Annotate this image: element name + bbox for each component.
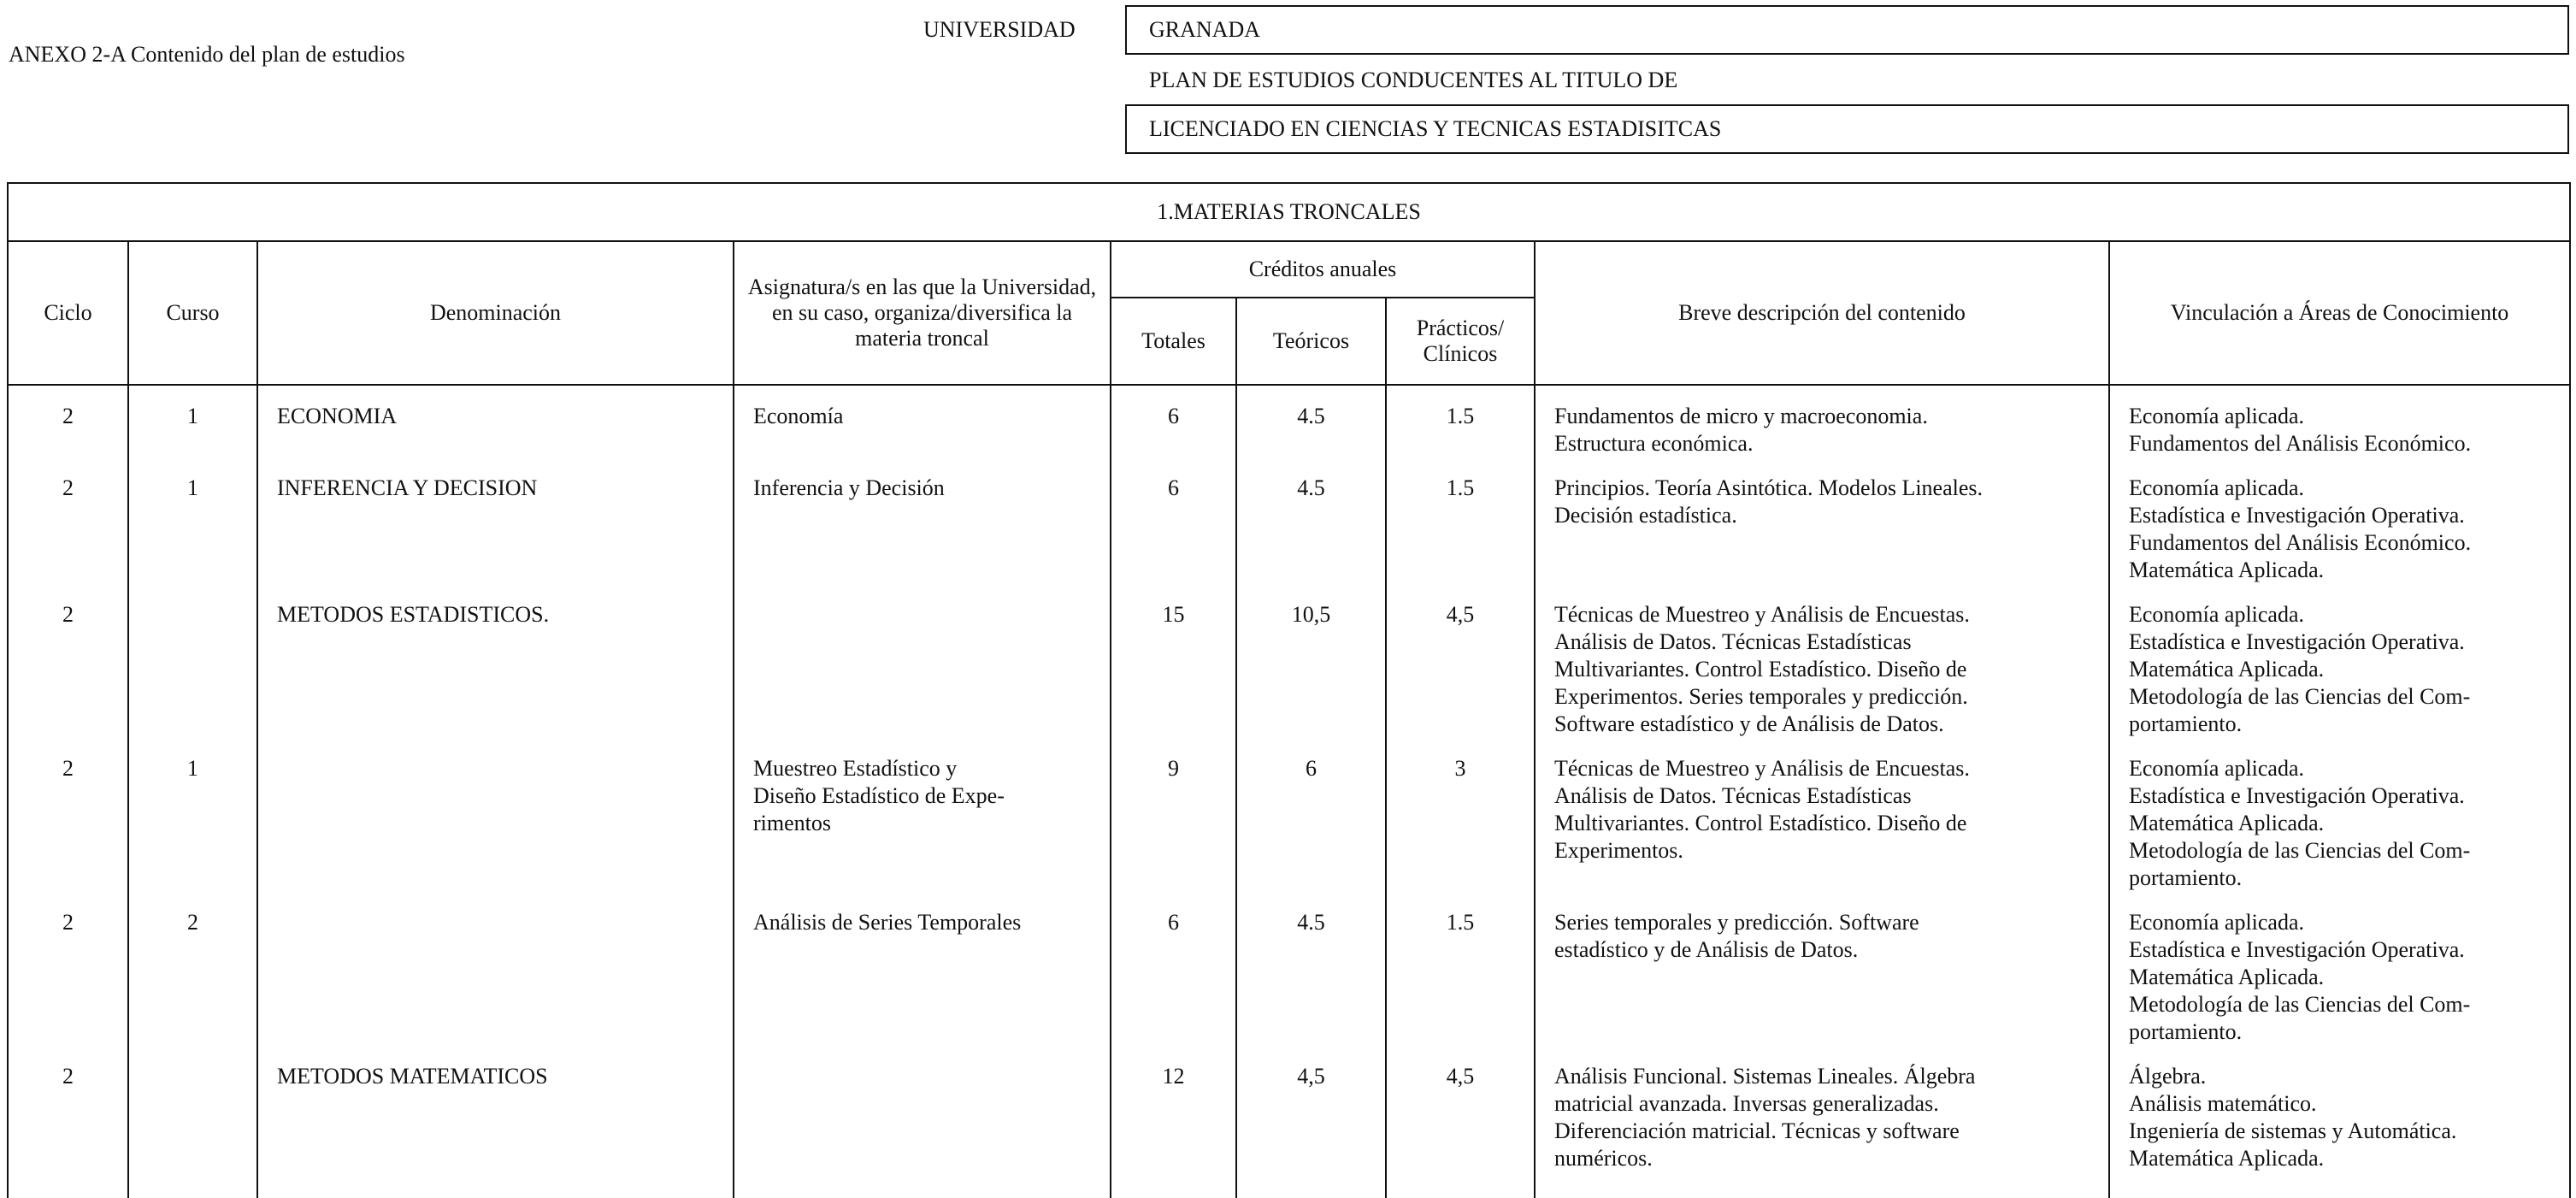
cell-asignatura: Muestreo Estadístico y Diseño Estadístico de Expe- rimentos <box>734 738 1111 892</box>
cell-vinculacion: Economía aplicada. Estadística e Investigación Operativa. Fundamentos del Análisis Económico. Matemática Aplicada. <box>2109 457 2570 584</box>
cell-ciclo: 2 <box>8 892 128 1046</box>
table-row <box>8 892 2570 1046</box>
table-row <box>8 738 2570 892</box>
cell-vinculacion: Economía aplicada. Estadística e Investigación Operativa. Matemática Aplicada. Metodología de las Ciencias del Com- portamiento. <box>2109 738 2570 892</box>
cell-denominacion: METODOS MATEMATICOS <box>257 1046 734 1198</box>
cell-descripcion: Técnicas de Muestreo y Análisis de Encuestas. Análisis de Datos. Técnicas Estadísticas Multivariantes. Control Estadístico. Diseño de Experimentos. Series temporales y predicción. Software estadístico y de Análisis de Datos. <box>1535 584 2109 738</box>
titulo-value: LICENCIADO EN CIENCIAS Y TECNICAS ESTADISITCAS <box>1149 116 1722 141</box>
materias-table <box>7 182 2571 1198</box>
cell-vinculacion: Álgebra. Análisis matemático. Ingeniería de sistemas y Automática. Matemática Aplicada. <box>2109 1046 2570 1198</box>
section-title: 1.MATERIAS TRONCALES <box>8 183 2570 241</box>
cell-practicos: 1.5 <box>1386 892 1535 1046</box>
cell-curso <box>128 584 257 738</box>
cell-ciclo: 2 <box>8 385 128 457</box>
cell-teoricos: 10,5 <box>1236 584 1386 738</box>
cell-totales: 9 <box>1111 738 1236 892</box>
cell-practicos: 3 <box>1386 738 1535 892</box>
cell-teoricos: 4.5 <box>1236 457 1386 584</box>
cell-asignatura: Economía <box>734 385 1111 457</box>
header-descripcion: Breve descripción del contenido <box>1535 241 2109 385</box>
header-curso: Curso <box>128 241 257 385</box>
cell-denominacion: METODOS ESTADISTICOS. <box>257 584 734 738</box>
cell-descripcion: Análisis Funcional. Sistemas Lineales. Álgebra matricial avanzada. Inversas generalizadas. Diferenciación matricial. Técnicas y software numéricos. <box>1535 1046 2109 1198</box>
universidad-label: UNIVERSIDAD <box>923 17 1076 42</box>
cell-ciclo: 2 <box>8 738 128 892</box>
cell-teoricos: 4.5 <box>1236 385 1386 457</box>
cell-asignatura <box>734 584 1111 738</box>
cell-descripcion: Series temporales y predicción. Software estadístico y de Análisis de Datos. <box>1535 892 2109 1046</box>
cell-totales: 6 <box>1111 892 1236 1046</box>
cell-ciclo: 2 <box>8 1046 128 1198</box>
cell-ciclo: 2 <box>8 584 128 738</box>
cell-curso: 1 <box>128 385 257 457</box>
cell-practicos: 1.5 <box>1386 457 1535 584</box>
cell-denominacion: ECONOMIA <box>257 385 734 457</box>
cell-totales: 12 <box>1111 1046 1236 1198</box>
cell-practicos: 1.5 <box>1386 385 1535 457</box>
cell-asignatura <box>734 1046 1111 1198</box>
cell-vinculacion: Economía aplicada. Fundamentos del Análisis Económico. <box>2109 385 2570 457</box>
cell-curso <box>128 1046 257 1198</box>
header-totales: Totales <box>1111 298 1236 385</box>
cell-denominacion <box>257 738 734 892</box>
cell-practicos: 4,5 <box>1386 584 1535 738</box>
cell-vinculacion: Economía aplicada. Estadística e Investigación Operativa. Matemática Aplicada. Metodología de las Ciencias del Com- portamiento. <box>2109 584 2570 738</box>
table-row <box>8 584 2570 738</box>
table-row <box>8 457 2570 584</box>
cell-descripcion: Técnicas de Muestreo y Análisis de Encuestas. Análisis de Datos. Técnicas Estadísticas Multivariantes. Control Estadístico. Diseño de Experimentos. <box>1535 738 2109 892</box>
header-creditos: Créditos anuales <box>1111 241 1535 298</box>
header-teoricos: Teóricos <box>1236 298 1386 385</box>
cell-totales: 15 <box>1111 584 1236 738</box>
titulo-box <box>1125 104 2569 154</box>
cell-asignatura: Inferencia y Decisión <box>734 457 1111 584</box>
cell-vinculacion: Economía aplicada. Estadística e Investigación Operativa. Matemática Aplicada. Metodología de las Ciencias del Com- portamiento. <box>2109 892 2570 1046</box>
cell-curso: 1 <box>128 738 257 892</box>
table-row <box>8 1046 2570 1198</box>
cell-teoricos: 4.5 <box>1236 892 1386 1046</box>
cell-totales: 6 <box>1111 457 1236 584</box>
cell-denominacion <box>257 892 734 1046</box>
header-asignatura: Asignatura/s en las que la Universidad, en su caso, organiza/diversifica la materia troncal <box>734 241 1111 385</box>
header-denominacion: Denominación <box>257 241 734 385</box>
cell-teoricos: 4,5 <box>1236 1046 1386 1198</box>
cell-curso: 2 <box>128 892 257 1046</box>
header-practicos: Prácticos/ Clínicos <box>1386 298 1535 385</box>
cell-descripcion: Principios. Teoría Asintótica. Modelos Lineales. Decisión estadística. <box>1535 457 2109 584</box>
cell-curso: 1 <box>128 457 257 584</box>
header-vinculacion: Vinculación a Áreas de Conocimiento <box>2109 241 2570 385</box>
universidad-box <box>1125 5 2569 55</box>
cell-descripcion: Fundamentos de micro y macroeconomia. Estructura económica. <box>1535 385 2109 457</box>
table-row <box>8 385 2570 457</box>
cell-asignatura: Análisis de Series Temporales <box>734 892 1111 1046</box>
cell-ciclo: 2 <box>8 457 128 584</box>
header-ciclo: Ciclo <box>8 241 128 385</box>
universidad-value: GRANADA <box>1149 17 1260 42</box>
plan-label: PLAN DE ESTUDIOS CONDUCENTES AL TITULO DE <box>1149 68 1678 92</box>
cell-teoricos: 6 <box>1236 738 1386 892</box>
cell-denominacion: INFERENCIA Y DECISION <box>257 457 734 584</box>
cell-totales: 6 <box>1111 385 1236 457</box>
annex-title: ANEXO 2-A Contenido del plan de estudios <box>9 42 405 67</box>
cell-practicos: 4,5 <box>1386 1046 1535 1198</box>
